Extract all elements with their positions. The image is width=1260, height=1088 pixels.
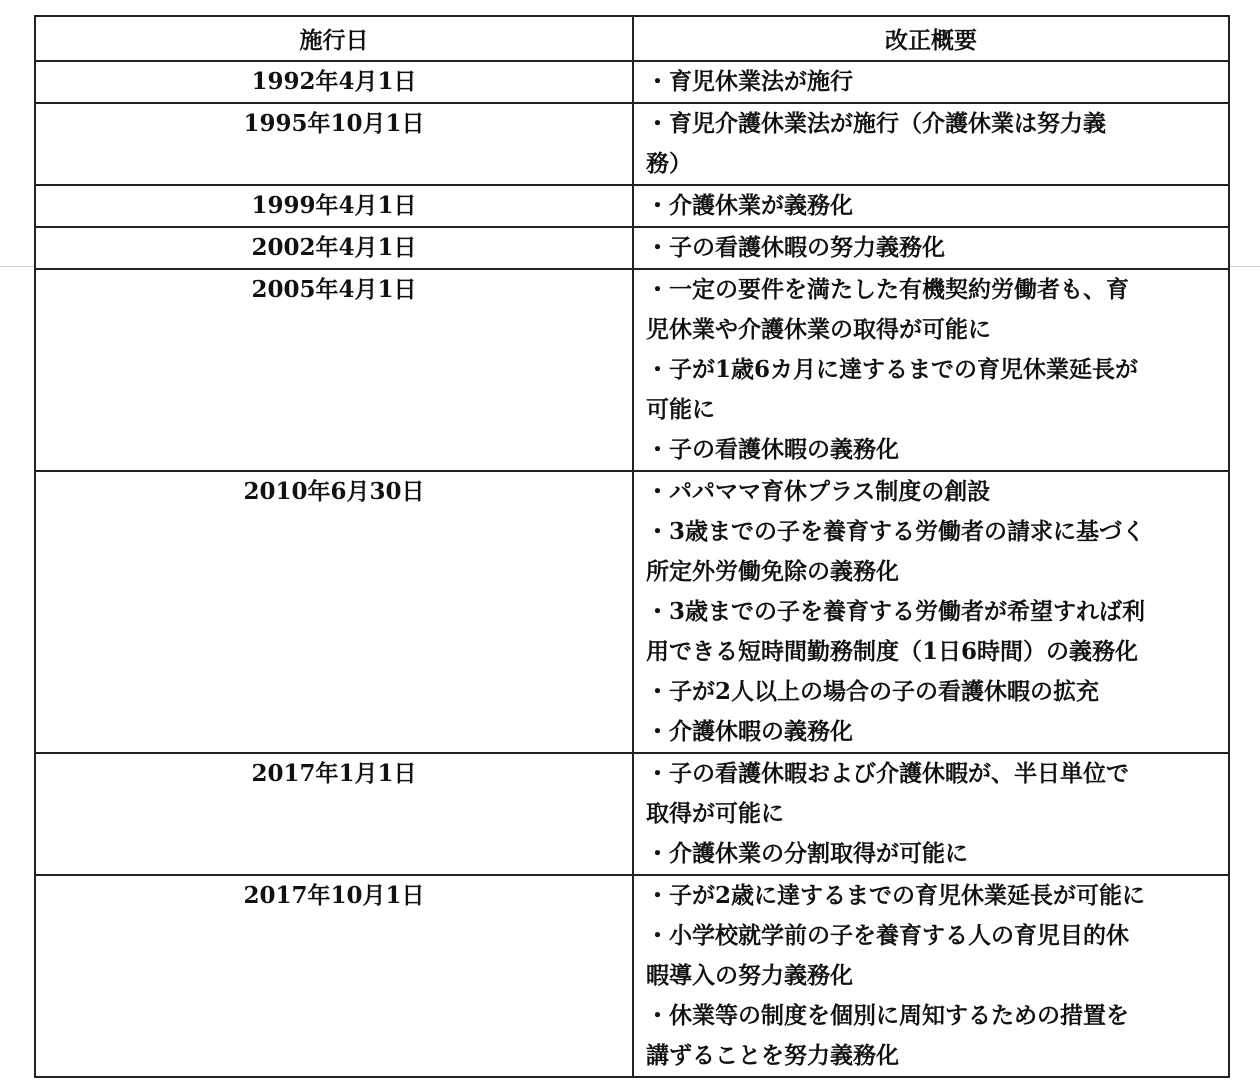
table-row [35,875,1229,1077]
revision-summary-cell [633,103,1229,185]
table-row [35,227,1229,269]
effective-date-cell: 2010年6月30日 [35,471,633,753]
summary-line: ・子が2人以上の場合の子の看護休暇の拡充 [646,678,1100,705]
summary-line: 取得が可能に [646,800,784,827]
table-row [35,753,1229,875]
summary-line: ・介護休暇の義務化 [646,718,853,745]
summary-line: 用できる短時間勤務制度（1日6時間）の義務化 [646,638,1139,665]
revision-summary-cell [633,269,1229,471]
table-row [35,103,1229,185]
revision-summary-cell [633,61,1229,103]
summary-line: ・子の看護休暇の義務化 [646,436,899,463]
summary-line: ・パパママ育休プラス制度の創設 [646,478,991,505]
summary-line: ・子の看護休暇の努力義務化 [646,234,945,261]
effective-date-cell: 2017年1月1日 [35,753,633,875]
header-summary: 改正概要 [633,16,1229,61]
summary-line: ・子が2歳に達するまでの育児休業延長が可能に [646,882,1146,909]
summary-line: ・小学校就学前の子を養育する人の育児目的休 [646,922,1129,949]
revision-summary-cell [633,875,1229,1077]
table-row [35,185,1229,227]
summary-line: ・子が1歳6カ月に達するまでの育児休業延長が [646,356,1139,383]
summary-line: ・育児休業法が施行 [646,68,853,95]
summary-line: ・介護休業の分割取得が可能に [646,840,968,867]
table-header-row [35,16,1229,61]
summary-line: ・3歳までの子を養育する労働者が希望すれば利 [646,598,1146,625]
summary-line: ・3歳までの子を養育する労働者の請求に基づく [646,518,1146,545]
header-date: 施行日 [35,16,633,61]
summary-line: 暇導入の努力義務化 [646,962,853,989]
table-row [35,471,1229,753]
page-divider-right [1230,266,1260,267]
effective-date-cell: 1995年10月1日 [35,103,633,185]
table-row [35,61,1229,103]
law-revision-table [34,15,1230,1078]
effective-date-cell: 2002年4月1日 [35,227,633,269]
revision-summary-cell [633,185,1229,227]
effective-date-cell: 2005年4月1日 [35,269,633,471]
summary-line: 務） [646,150,692,177]
revision-summary-cell [633,227,1229,269]
effective-date-cell: 1999年4月1日 [35,185,633,227]
effective-date-cell: 2017年10月1日 [35,875,633,1077]
summary-line: ・一定の要件を満たした有機契約労働者も、育 [646,276,1129,303]
summary-line: ・休業等の制度を個別に周知するための措置を [646,1002,1129,1029]
summary-line: 可能に [646,396,715,423]
summary-line: 所定外労働免除の義務化 [646,558,899,585]
table-body [35,61,1229,1077]
summary-line: 講ずることを努力義務化 [646,1042,899,1069]
table-row [35,269,1229,471]
summary-line: ・介護休業が義務化 [646,192,853,219]
page-divider-left [0,266,34,267]
revision-summary-cell [633,753,1229,875]
summary-line: 児休業や介護休業の取得が可能に [646,316,991,343]
summary-line: ・子の看護休暇および介護休暇が、半日単位で [646,760,1129,787]
revision-summary-cell [633,471,1229,753]
summary-line: ・育児介護休業法が施行（介護休業は努力義 [646,110,1106,137]
effective-date-cell: 1992年4月1日 [35,61,633,103]
